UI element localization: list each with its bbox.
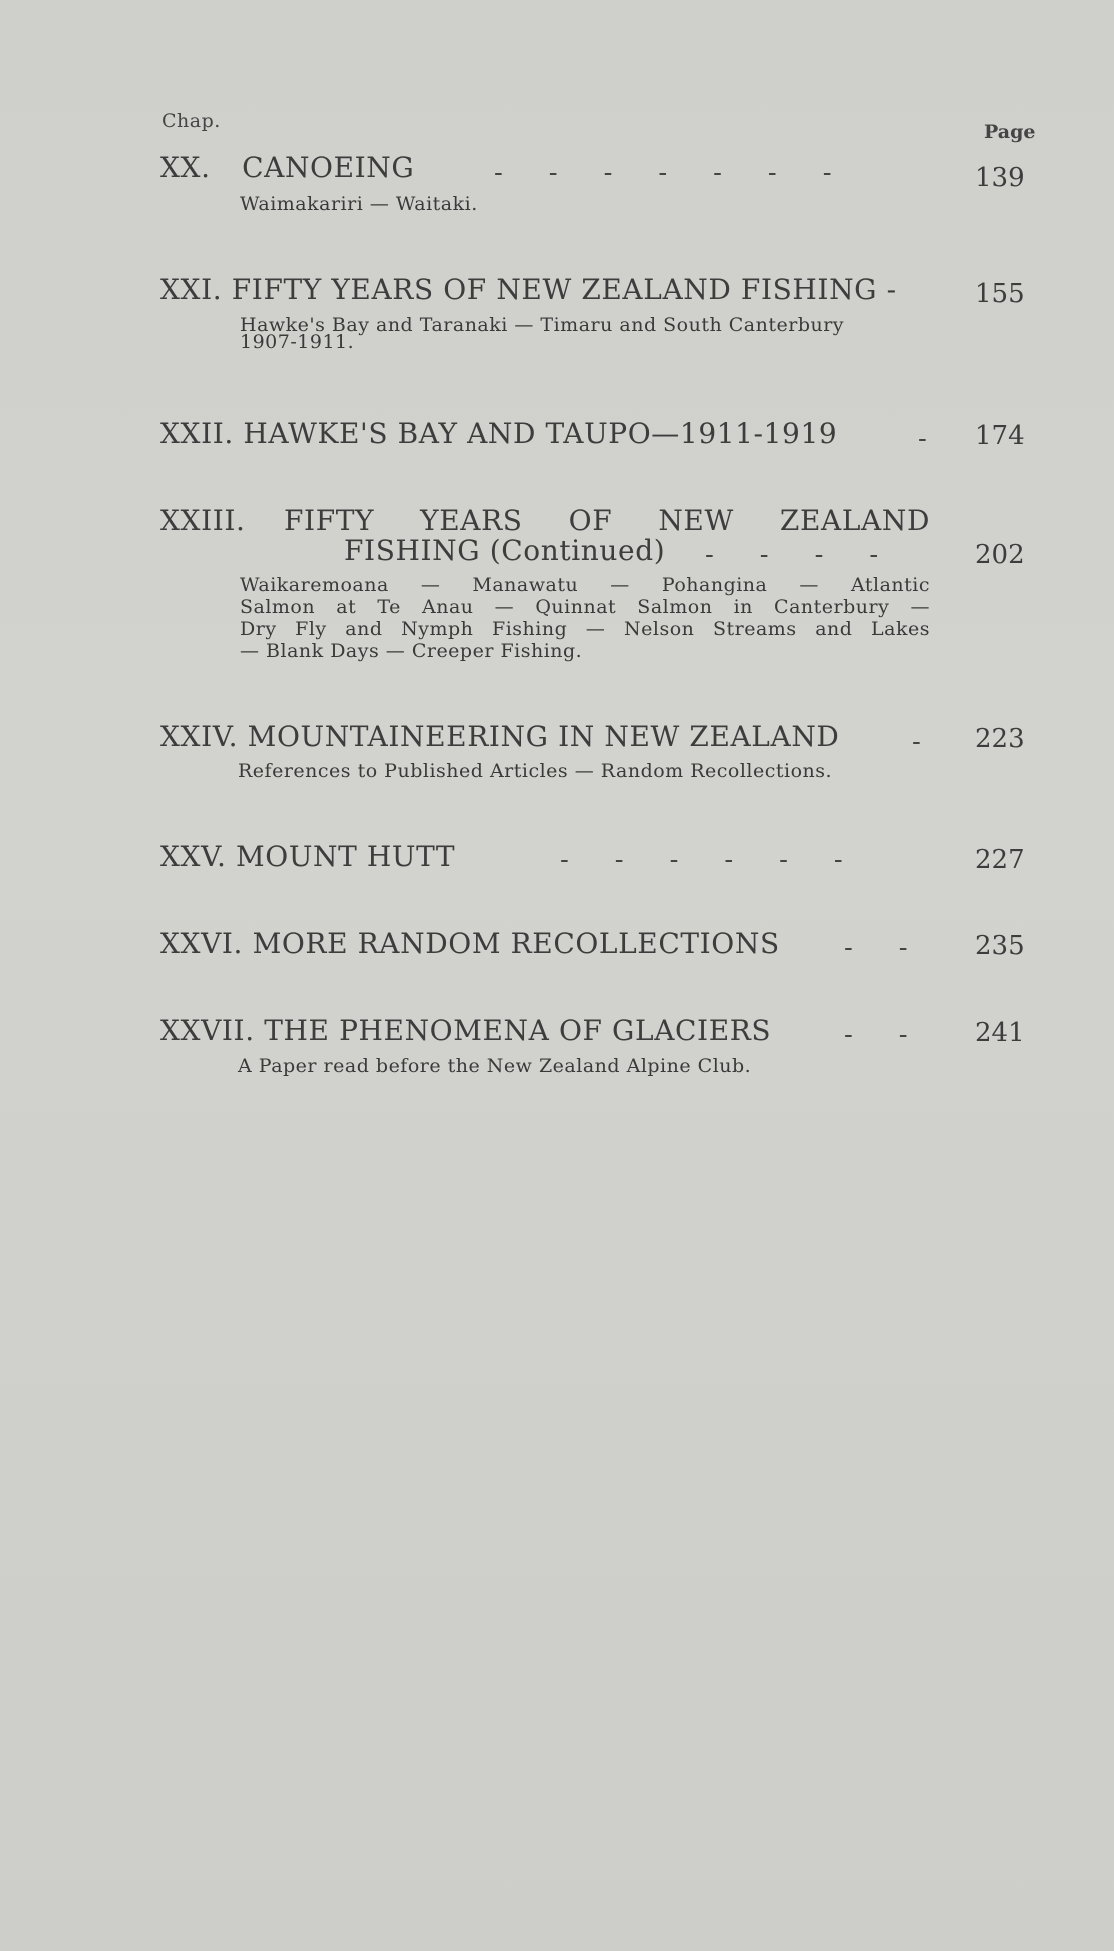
chapter-numeral: XXIII.: [160, 504, 246, 537]
toc-entry-title: [160, 273, 897, 306]
chapter-subtitle: A Paper read before the New Zealand Alpine Club.: [238, 1055, 752, 1077]
toc-entry-title: [160, 504, 246, 537]
dot-leader: --: [844, 933, 954, 963]
chapter-subtitle: [240, 596, 930, 618]
toc-entry-title: [160, 840, 455, 873]
dot-leader: -------: [494, 158, 878, 188]
chapter-numeral: XX.: [160, 151, 211, 184]
toc-entry-title: [160, 417, 837, 450]
page-number: 202: [975, 540, 1025, 570]
subtitle-line: Dry Fly and Nymph Fishing — Nelson Streams and Lakes: [240, 618, 930, 640]
page-number: 223: [975, 724, 1025, 754]
page-number: 155: [975, 279, 1025, 309]
chapter-numeral: XXIV.: [160, 720, 239, 753]
page-number: 241: [975, 1018, 1025, 1048]
page-number: 139: [975, 163, 1025, 193]
toc-entry-title: [160, 927, 780, 960]
chapter-numeral: XXVI.: [160, 927, 244, 960]
toc-entry-title: [160, 720, 839, 753]
chapter-title: MOUNT HUTT: [236, 840, 456, 873]
chapter-title-line: FISHING (Continued): [344, 534, 666, 567]
chapter-numeral: XXI.: [160, 273, 223, 306]
page-column-header: Page: [984, 121, 1036, 143]
dot-leader: -: [912, 727, 967, 757]
chapter-subtitle: [240, 618, 930, 640]
chapter-subtitle: References to Published Articles — Random Recollections.: [238, 760, 833, 782]
dot-leader: -: [918, 424, 973, 454]
chapter-subtitle: [240, 640, 940, 662]
subtitle-line: 1907-1911.: [240, 331, 355, 353]
chapter-title: MOUNTAINEERING IN NEW ZEALAND: [247, 720, 840, 753]
dot-leader: ----: [705, 540, 925, 570]
chapter-title-line: FIFTY YEARS OF NEW ZEALAND: [284, 504, 930, 537]
subtitle-line: Waikaremoana — Manawatu — Pohangina — Atlantic: [240, 574, 930, 596]
page-number: 227: [975, 845, 1025, 875]
toc-entry-title: [160, 1014, 771, 1047]
chapter-title: FIFTY YEARS OF NEW ZEALAND FISHING -: [231, 273, 897, 306]
page-number: 174: [975, 421, 1025, 451]
chapter-numeral: XXV.: [160, 840, 227, 873]
chapter-column-header: Chap.: [162, 110, 221, 132]
chapter-title: THE PHENOMENA OF GLACIERS: [264, 1014, 772, 1047]
subtitle-line: Hawke's Bay and Taranaki — Timaru and South Canterbury: [240, 314, 845, 336]
subtitle-line: — Blank Days — Creeper Fishing.: [240, 640, 583, 662]
subtitle-line: Salmon at Te Anau — Quinnat Salmon in Canterbury —: [240, 596, 930, 618]
chapter-numeral: XXVII.: [160, 1014, 255, 1047]
chapter-subtitle: [240, 574, 930, 596]
toc-entry-title: [160, 151, 414, 184]
dot-leader: --: [844, 1020, 954, 1050]
dot-leader: ------: [560, 845, 889, 875]
chapter-subtitle: [240, 314, 935, 353]
chapter-title: CANOEING: [242, 151, 415, 184]
chapter-title: HAWKE'S BAY AND TAUPO—1911-1919: [243, 417, 838, 450]
chapter-title: MORE RANDOM RECOLLECTIONS: [252, 927, 780, 960]
chapter-subtitle: Waimakariri — Waitaki.: [240, 193, 478, 215]
page-number: 235: [975, 931, 1025, 961]
chapter-numeral: XXII.: [160, 417, 234, 450]
